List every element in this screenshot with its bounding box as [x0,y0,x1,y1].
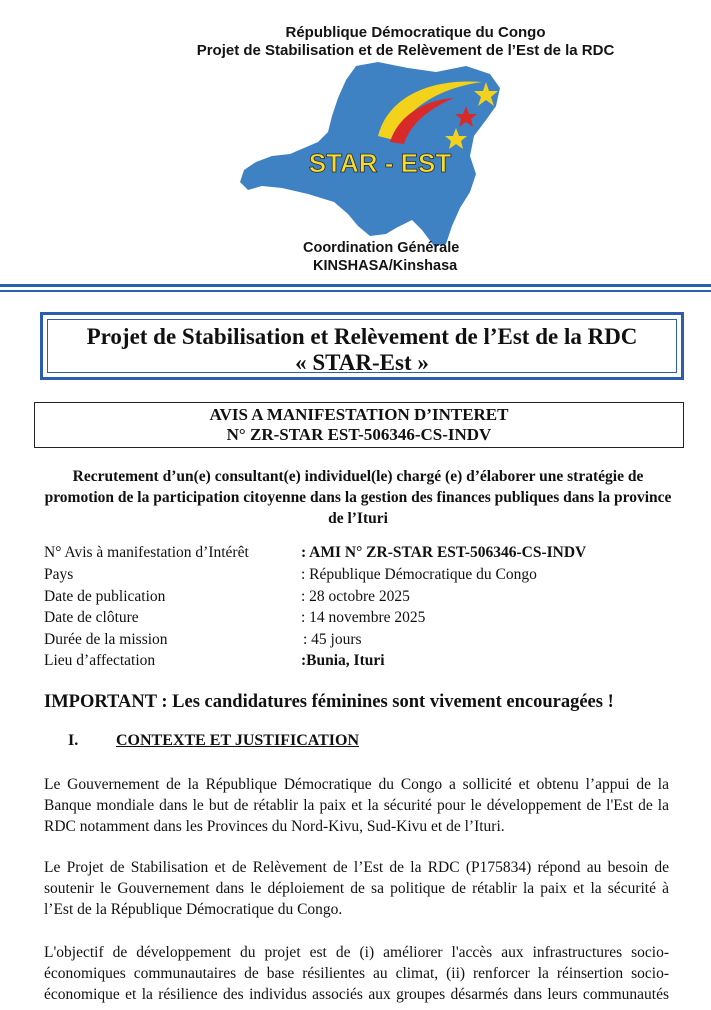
paragraph-line: Banque mondiale dans le but de rétablir la paix et la sécurité pour le développement de l'Est de la [44,797,669,814]
detail-label: Durée de la mission [44,631,168,648]
coordination-label: Coordination Générale [303,240,460,256]
detail-value: : 28 octobre 2025 [301,588,410,605]
paragraph-line: Le Gouvernement de la République Démocratique du Congo a sollicité et obtenu l’appui de la [44,776,669,793]
section-number: I. [68,732,79,749]
detail-label: Lieu d’affectation [44,652,156,669]
paragraph-context [44,774,669,837]
detail-value: : 45 jours [303,631,362,648]
paragraph-objective [44,942,669,1005]
avis-title: AVIS A MANIFESTATION D’INTERET [209,405,509,424]
coordination-location: KINSHASA/Kinshasa [313,258,458,274]
paragraph-line: économiques communautaires de base résilientes au climat, (ii) renforcer la réinsertion socio- [44,965,669,982]
detail-label: N° Avis à manifestation d’Intérêt [44,544,249,561]
detail-value: : AMI N° ZR-STAR EST-506346-CS-INDV [301,544,587,561]
detail-value: : 14 novembre 2025 [301,609,426,626]
paragraph-line: l’Est de la République Démocratique du Congo. [44,901,343,918]
paragraph-line: économique et la résilience des individus associés aux groupes désarmés dans leurs communautés [44,986,669,1003]
paragraph-line: RDC notamment dans les Provinces du Nord-Kivu, Sud-Kivu et de l’Ituri. [44,818,505,835]
avis-number: N° ZR-STAR EST-506346-CS-INDV [226,425,492,444]
detail-value: :Bunia, Ituri [301,652,385,669]
header-rule-thick [0,284,711,287]
logo-text: STAR - EST [308,148,452,178]
header-country: République Démocratique du Congo [285,24,546,41]
section-title: CONTEXTE ET JUSTIFICATION [116,732,360,749]
paragraph-line: Le Projet de Stabilisation et de Relèvement de l’Est de la RDC (P175834) répond au besoin de [44,859,669,876]
project-title: Projet de Stabilisation et Relèvement de l’Est de la RDC [86,324,638,349]
detail-label: Date de publication [44,588,166,605]
detail-value: : République Démocratique du Congo [301,566,537,583]
star-est-logo [238,58,508,254]
important-notice: IMPORTANT : Les candidatures féminines sont vivement encouragées ! [44,692,614,712]
detail-label: Pays [44,566,74,583]
project-title-box [40,312,684,380]
header-rule-thin [0,290,711,292]
paragraph-line: soutenir le Gouvernement dans le déploiement de sa politique de rétablir la paix et la sécurité à [44,880,669,897]
project-subtitle: « STAR-Est » [295,350,429,375]
detail-label: Date de clôture [44,609,139,626]
avis-box [34,402,684,448]
paragraph-line: L'objectif de développement du projet est de (i) améliorer l'accès aux infrastructures socio- [44,944,669,961]
recruitment-heading: Recrutement d’un(e) consultant(e) individuel(le) chargé (e) d’élaborer une stratégie de promotion de la participation citoyenne dans la gestion des finances publiques dans la province de l’Ituri [44,468,672,527]
paragraph-project [44,857,669,920]
header-project: Projet de Stabilisation et de Relèvement de l’Est de la RDC [196,42,615,59]
